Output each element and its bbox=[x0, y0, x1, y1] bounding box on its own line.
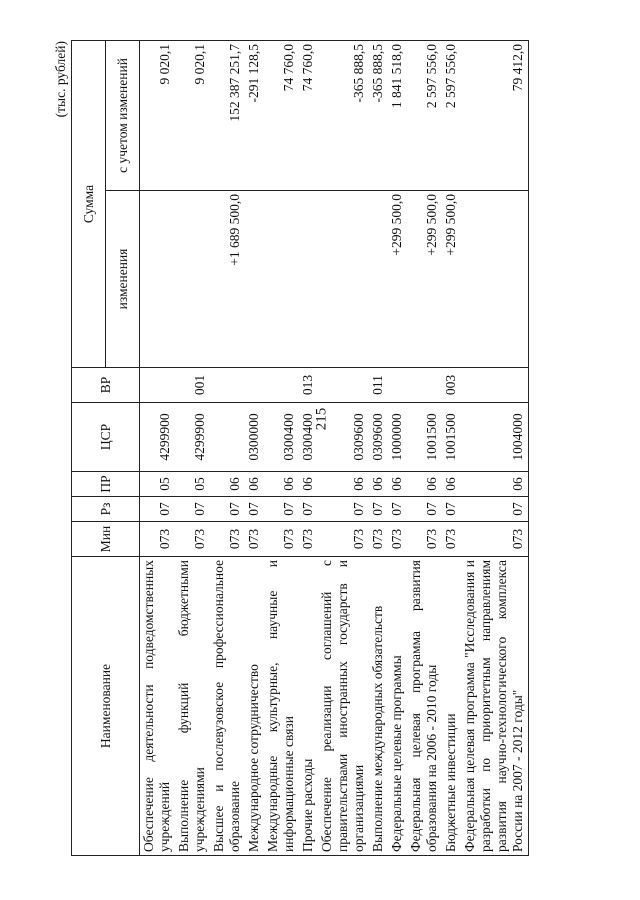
row-rz: 07 bbox=[369, 497, 388, 522]
row-min: 073 bbox=[299, 522, 318, 557]
header-with-changes: с учетом изменений bbox=[106, 40, 140, 190]
row-pr: 06 bbox=[388, 472, 407, 497]
row-rz: 07 bbox=[175, 497, 210, 522]
row-name: Прочие расходы bbox=[299, 557, 318, 856]
table-row bbox=[210, 40, 245, 855]
row-csr: 1000000 bbox=[388, 403, 407, 472]
row-csr: 0300400 bbox=[299, 403, 318, 472]
row-pr: 06 bbox=[318, 472, 369, 497]
row-pr: 05 bbox=[175, 472, 210, 497]
table-row bbox=[318, 40, 369, 855]
row-rz: 07 bbox=[442, 497, 461, 522]
row-name: Обеспечение деятельности подведомственных учреждений bbox=[140, 557, 176, 856]
table-row bbox=[388, 40, 407, 855]
row-vr: 011 bbox=[369, 368, 388, 403]
row-csr: 0300000 bbox=[245, 403, 264, 472]
row-vr: 003 bbox=[442, 368, 461, 403]
row-vr bbox=[140, 368, 176, 403]
row-pr: 06 bbox=[210, 472, 245, 497]
row-pr: 06 bbox=[369, 472, 388, 497]
row-rz: 07 bbox=[299, 497, 318, 522]
row-vr: 001 bbox=[175, 368, 210, 403]
row-vr bbox=[245, 368, 264, 403]
row-csr: 1001500 bbox=[407, 403, 442, 472]
row-pr: 06 bbox=[264, 472, 299, 497]
row-change: +299 500,0 bbox=[388, 191, 407, 368]
row-name: Выполнение функций бюджетными учреждениями bbox=[175, 557, 210, 856]
units-label: (тыс. рублей) bbox=[53, 41, 68, 118]
row-name: Выполнение международных обязательств bbox=[369, 557, 388, 856]
row-vr bbox=[264, 368, 299, 403]
row-change bbox=[140, 191, 176, 368]
page-number: 215 bbox=[313, 407, 330, 431]
table-row bbox=[140, 40, 176, 855]
row-total: -291 128,5 bbox=[245, 40, 264, 190]
row-change bbox=[369, 191, 388, 368]
row-total: 2 597 556,0 bbox=[442, 40, 461, 190]
row-csr: 0309600 bbox=[369, 403, 388, 472]
row-csr: 0300400 bbox=[264, 403, 299, 472]
table-row bbox=[299, 40, 318, 855]
row-name: Федеральные целевые программы bbox=[388, 557, 407, 856]
row-total: -365 888,5 bbox=[318, 40, 369, 190]
header-name: Наименование bbox=[72, 557, 140, 856]
row-vr bbox=[388, 368, 407, 403]
row-name: Федеральная целевая программа развития образования на 2006 - 2010 годы bbox=[407, 557, 442, 856]
row-csr: 4299900 bbox=[140, 403, 176, 472]
row-csr: 4299900 bbox=[175, 403, 210, 472]
table-row bbox=[175, 40, 210, 855]
row-min: 073 bbox=[175, 522, 210, 557]
row-rz: 07 bbox=[388, 497, 407, 522]
row-csr: 1004000 bbox=[461, 403, 529, 472]
row-change bbox=[461, 191, 529, 368]
row-rz: 07 bbox=[210, 497, 245, 522]
row-min: 073 bbox=[210, 522, 245, 557]
row-total: 1 841 518,0 bbox=[388, 40, 407, 190]
row-csr: 1001500 bbox=[442, 403, 461, 472]
header-pr: ПР bbox=[72, 472, 140, 497]
row-name: Международные культурные, научные и информационные связи bbox=[264, 557, 299, 856]
table-row bbox=[369, 40, 388, 855]
row-change: +299 500,0 bbox=[442, 191, 461, 368]
row-name: Обеспечение реализации соглашений с правительствами иностранных государств и организациями bbox=[318, 557, 369, 856]
header-sum: Сумма bbox=[72, 40, 106, 367]
table-row bbox=[461, 40, 529, 855]
row-min: 073 bbox=[388, 522, 407, 557]
row-total: 74 760,0 bbox=[299, 40, 318, 190]
row-pr: 06 bbox=[442, 472, 461, 497]
table-row bbox=[264, 40, 299, 855]
row-total: 74 760,0 bbox=[264, 40, 299, 190]
table-body bbox=[140, 40, 529, 855]
row-vr bbox=[210, 368, 245, 403]
row-min: 073 bbox=[442, 522, 461, 557]
row-rz: 07 bbox=[318, 497, 369, 522]
row-vr: 013 bbox=[299, 368, 318, 403]
row-rz: 07 bbox=[140, 497, 176, 522]
row-name: Международное сотрудничество bbox=[245, 557, 264, 856]
row-total: 152 387 251,7 bbox=[210, 40, 245, 190]
row-pr: 06 bbox=[407, 472, 442, 497]
row-name: Высшее и послевузовское профессиональное образование bbox=[210, 557, 245, 856]
row-rz: 07 bbox=[245, 497, 264, 522]
row-name: Бюджетные инвестиции bbox=[442, 557, 461, 856]
row-change: +299 500,0 bbox=[407, 191, 442, 368]
row-min: 073 bbox=[318, 522, 369, 557]
row-pr: 06 bbox=[299, 472, 318, 497]
table-row bbox=[245, 40, 264, 855]
header-rz: Рз bbox=[72, 497, 140, 522]
row-change bbox=[175, 191, 210, 368]
row-total: 9 020,1 bbox=[175, 40, 210, 190]
row-rz: 07 bbox=[461, 497, 529, 522]
table-row bbox=[442, 40, 461, 855]
row-change bbox=[299, 191, 318, 368]
row-min: 073 bbox=[369, 522, 388, 557]
row-vr bbox=[407, 368, 442, 403]
row-rz: 07 bbox=[407, 497, 442, 522]
header-changes: изменения bbox=[106, 191, 140, 368]
row-name: Федеральная целевая программа "Исследования и разработки по приоритетным направлениям развития научно-технологического комплекса России на 2007 - 2012 годы" bbox=[461, 557, 529, 856]
table-row bbox=[407, 40, 442, 855]
row-total: -365 888,5 bbox=[369, 40, 388, 190]
row-pr: 05 bbox=[140, 472, 176, 497]
row-pr: 06 bbox=[461, 472, 529, 497]
row-rz: 07 bbox=[264, 497, 299, 522]
row-min: 073 bbox=[461, 522, 529, 557]
row-csr bbox=[210, 403, 245, 472]
row-change bbox=[264, 191, 299, 368]
row-change: +1 689 500,0 bbox=[210, 191, 245, 368]
header-vr: ВР bbox=[72, 368, 140, 403]
row-pr: 06 bbox=[245, 472, 264, 497]
row-vr bbox=[318, 368, 369, 403]
header-min: Мин bbox=[72, 522, 140, 557]
row-total: 79 412,0 bbox=[461, 40, 529, 190]
budget-table bbox=[71, 40, 529, 856]
row-change bbox=[245, 191, 264, 368]
row-change bbox=[318, 191, 369, 368]
row-vr bbox=[461, 368, 529, 403]
row-csr: 0309600 bbox=[318, 403, 369, 472]
row-min: 073 bbox=[407, 522, 442, 557]
row-min: 073 bbox=[140, 522, 176, 557]
row-min: 073 bbox=[245, 522, 264, 557]
row-min: 073 bbox=[264, 522, 299, 557]
row-total: 9 020,1 bbox=[140, 40, 176, 190]
header-csr: ЦСР bbox=[72, 403, 140, 472]
row-total: 2 597 556,0 bbox=[407, 40, 442, 190]
